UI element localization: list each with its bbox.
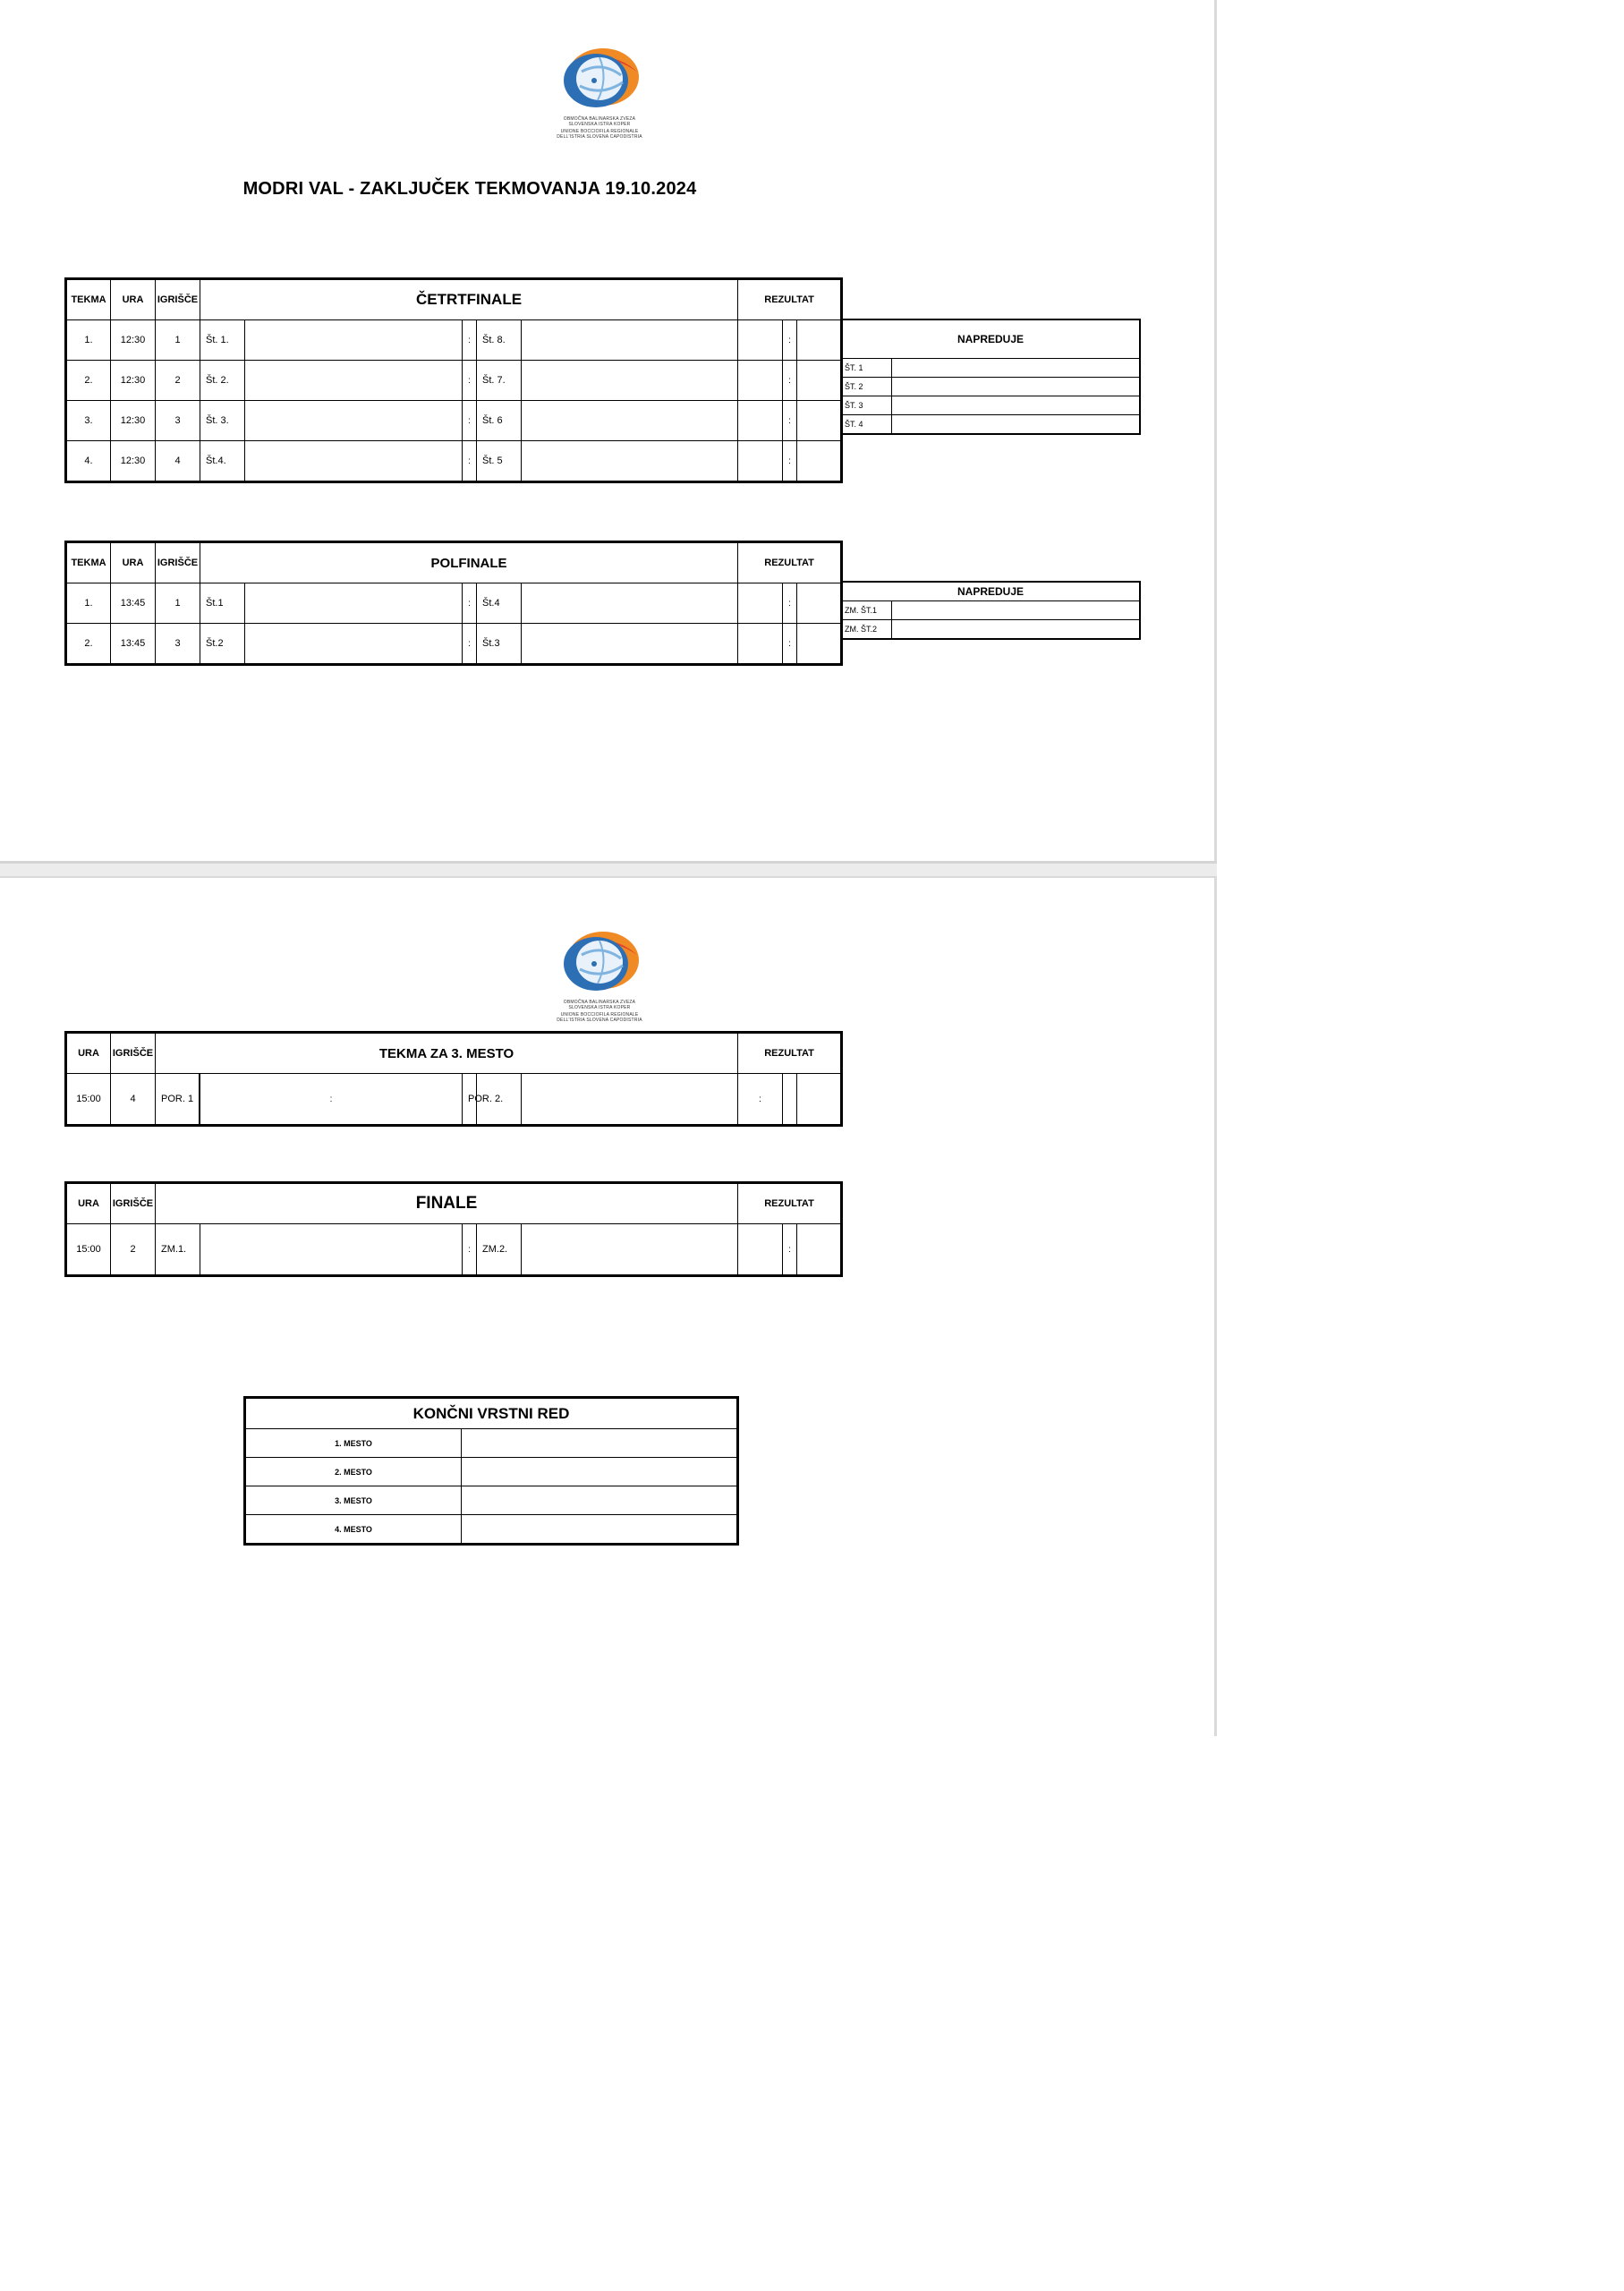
ranking-team[interactable]: [462, 1429, 738, 1458]
cell-away-seed: POR. 2.: [463, 1074, 477, 1126]
cell-separator: :: [200, 1074, 463, 1126]
cell-ura: 13:45: [111, 583, 156, 624]
cell-away-seed: Št. 7.: [477, 361, 522, 401]
cell-home-seed: ZM.1.: [156, 1224, 200, 1276]
table-row: [66, 624, 842, 665]
ranking-team[interactable]: [462, 1486, 738, 1515]
advance-label: ZM. ŠT.1: [841, 601, 891, 620]
table-row: [66, 1224, 842, 1276]
cell-score-separator: :: [783, 1224, 797, 1276]
advance-value[interactable]: [891, 601, 1140, 620]
table-header-row: [66, 279, 842, 320]
cell-score-separator: :: [738, 1074, 783, 1126]
cell-tekma: 3.: [66, 401, 111, 441]
logo-line: OBMOČNA BALINARSKA ZVEZA: [563, 1000, 636, 1005]
cell-score-away[interactable]: [783, 1074, 797, 1126]
header-tekma: TEKMA: [66, 279, 111, 320]
cell-score-separator: :: [783, 401, 797, 441]
cell-score-separator: :: [783, 624, 797, 665]
cell-tekma: 2.: [66, 361, 111, 401]
table-row: [66, 320, 842, 361]
advance-label: ŠT. 3: [841, 396, 891, 415]
ranking-place-label: 2. MESTO: [245, 1458, 462, 1486]
table-header-row: [66, 1033, 842, 1074]
advance-value[interactable]: [891, 396, 1140, 415]
cell-score-home[interactable]: [522, 1074, 738, 1126]
cell-igrisce: 2: [111, 1224, 156, 1276]
cell-score-away[interactable]: [797, 1224, 842, 1276]
cell-home-team[interactable]: [245, 320, 463, 361]
header-ura: URA: [111, 279, 156, 320]
quarterfinal-advance-table: [840, 319, 1141, 435]
cell-score-away[interactable]: [797, 320, 842, 361]
globe-swirl-logo-icon: [555, 928, 644, 998]
cell-away-team[interactable]: [522, 583, 738, 624]
cell-score-separator: :: [783, 441, 797, 482]
cell-away-seed: Št. 5: [477, 441, 522, 482]
logo-line: DELL'ISTRIA SLOVENA CAPODISTRIA: [557, 134, 642, 140]
cell-away-seed: Št.4: [477, 583, 522, 624]
table-row: [66, 583, 842, 624]
stage-title: POLFINALE: [200, 542, 738, 583]
cell-away-team[interactable]: [522, 1224, 738, 1276]
home-team-field[interactable]: [199, 1074, 200, 1124]
cell-tekma: 2.: [66, 624, 111, 665]
cell-score-home[interactable]: [738, 441, 783, 482]
cell-igrisce: 3: [156, 624, 200, 665]
cell-ura: 12:30: [111, 401, 156, 441]
cell-away-seed: Št.3: [477, 624, 522, 665]
stage-title: FINALE: [156, 1183, 738, 1224]
header-igrisce: IGRIŠČE: [156, 542, 200, 583]
advance-value[interactable]: [891, 359, 1140, 378]
cell-score-separator: :: [783, 583, 797, 624]
cell-score-away[interactable]: [797, 441, 842, 482]
ranking-team[interactable]: [462, 1515, 738, 1545]
header-ura: URA: [66, 1033, 111, 1074]
organization-logo: [555, 928, 644, 1028]
logo-line: SLOVENSKA ISTRA KOPER: [568, 122, 631, 127]
cell-home-seed: Št. 1.: [200, 320, 245, 361]
header-rezultat: REZULTAT: [738, 542, 842, 583]
advance-title: NAPREDUJE: [841, 582, 1140, 601]
cell-ura: 13:45: [111, 624, 156, 665]
cell-home-team[interactable]: [245, 624, 463, 665]
cell-separator: :: [463, 320, 477, 361]
cell-home-seed: Št. 3.: [200, 401, 245, 441]
stage-title: ČETRTFINALE: [200, 279, 738, 320]
semifinal-advance-table: [840, 581, 1141, 640]
cell-ura: 12:30: [111, 320, 156, 361]
ranking-team[interactable]: [462, 1458, 738, 1486]
cell-ura: 12:30: [111, 361, 156, 401]
ranking-place-label: 3. MESTO: [245, 1486, 462, 1515]
cell-score-away[interactable]: [797, 401, 842, 441]
quarterfinal-table: [64, 277, 843, 483]
cell-away-team[interactable]: [522, 624, 738, 665]
cell-score-home[interactable]: [738, 583, 783, 624]
header-ura: URA: [66, 1183, 111, 1224]
cell-separator: :: [463, 401, 477, 441]
header-rezultat: REZULTAT: [738, 279, 842, 320]
advance-value[interactable]: [891, 378, 1140, 396]
cell-away-team[interactable]: [522, 441, 738, 482]
cell-home-seed[interactable]: [156, 1074, 200, 1126]
logo-line: DELL'ISTRIA SLOVENA CAPODISTRIA: [557, 1018, 642, 1023]
cell-igrisce: 4: [111, 1074, 156, 1126]
globe-swirl-logo-icon: [555, 45, 644, 115]
final-table: [64, 1181, 843, 1277]
document-title: MODRI VAL - ZAKLJUČEK TEKMOVANJA 19.10.2024: [242, 179, 697, 199]
header-rezultat: REZULTAT: [738, 1033, 842, 1074]
header-igrisce: IGRIŠČE: [156, 279, 200, 320]
advance-value[interactable]: [891, 620, 1140, 640]
ranking-title: KONČNI VRSTNI RED: [245, 1398, 738, 1429]
cell-home-team[interactable]: [245, 583, 463, 624]
advance-label: ŠT. 1: [841, 359, 891, 378]
cell-score-home[interactable]: [738, 320, 783, 361]
cell-igrisce: 3: [156, 401, 200, 441]
table-row: [66, 1074, 842, 1126]
cell-separator: :: [463, 441, 477, 482]
advance-label: ŠT. 4: [841, 415, 891, 435]
logo-line: UNIONE BOCCIOFILA REGIONALE: [560, 1012, 639, 1018]
cell-home-team[interactable]: [245, 441, 463, 482]
logo-line: SLOVENSKA ISTRA KOPER: [568, 1005, 631, 1010]
cell-home-seed: Št.1: [200, 583, 245, 624]
cell-separator: :: [463, 583, 477, 624]
table-row: [66, 401, 842, 441]
page-separator: [0, 861, 1217, 878]
cell-away-team[interactable]: [522, 401, 738, 441]
cell-home-team[interactable]: [200, 1224, 463, 1276]
cell-igrisce: 1: [156, 583, 200, 624]
cell-score-away[interactable]: [797, 361, 842, 401]
cell-tekma: 1.: [66, 320, 111, 361]
document-page-1: [0, 0, 1214, 861]
cell-score-separator: :: [783, 320, 797, 361]
home-seed-label: POR. 1: [161, 1094, 194, 1104]
cell-score-separator: :: [783, 361, 797, 401]
semifinal-table: [64, 541, 843, 666]
cell-score-home[interactable]: [738, 624, 783, 665]
document-page-2: [0, 878, 1214, 1736]
cell-away-team[interactable]: [522, 320, 738, 361]
cell-home-team[interactable]: [245, 361, 463, 401]
cell-away-team[interactable]: [522, 361, 738, 401]
organization-logo: [555, 45, 644, 145]
cell-score-home[interactable]: [738, 361, 783, 401]
cell-igrisce: 1: [156, 320, 200, 361]
cell-separator: :: [463, 624, 477, 665]
header-tekma: TEKMA: [66, 542, 111, 583]
table-header-row: [66, 1183, 842, 1224]
cell-score-home[interactable]: [738, 401, 783, 441]
header-rezultat: REZULTAT: [738, 1183, 842, 1224]
cell-separator: :: [463, 361, 477, 401]
cell-score-home[interactable]: [738, 1224, 783, 1276]
stage-title: TEKMA ZA 3. MESTO: [156, 1033, 738, 1074]
advance-value[interactable]: [891, 415, 1140, 435]
advance-label: ŠT. 2: [841, 378, 891, 396]
table-row: [66, 361, 842, 401]
advance-label: ZM. ŠT.2: [841, 620, 891, 640]
table-header-row: [66, 542, 842, 583]
cell-home-seed: Št. 2.: [200, 361, 245, 401]
table-row: [66, 441, 842, 482]
logo-line: UNIONE BOCCIOFILA REGIONALE: [560, 129, 639, 134]
cell-igrisce: 4: [156, 441, 200, 482]
cell-away-seed: Št. 8.: [477, 320, 522, 361]
cell-tekma: 4.: [66, 441, 111, 482]
cell-home-team[interactable]: [245, 401, 463, 441]
cell-tekma: 1.: [66, 583, 111, 624]
cell-igrisce: 2: [156, 361, 200, 401]
ranking-place-label: 4. MESTO: [245, 1515, 462, 1545]
ranking-place-label: 1. MESTO: [245, 1429, 462, 1458]
cell-away-seed: ZM.2.: [477, 1224, 522, 1276]
header-igrisce: IGRIŠČE: [111, 1183, 156, 1224]
cell-separator: :: [463, 1224, 477, 1276]
advance-title: NAPREDUJE: [841, 319, 1140, 359]
final-ranking-table: [243, 1396, 739, 1546]
cell-home-seed: Št.4.: [200, 441, 245, 482]
third-place-table: [64, 1031, 843, 1127]
cell-ura: 12:30: [111, 441, 156, 482]
header-ura: URA: [111, 542, 156, 583]
cell-score-away[interactable]: [797, 583, 842, 624]
cell-ura: 15:00: [66, 1074, 111, 1126]
logo-line: OBMOČNA BALINARSKA ZVEZA: [563, 116, 636, 122]
cell-ura: 15:00: [66, 1224, 111, 1276]
cell-away-seed: Št. 6: [477, 401, 522, 441]
cell-score-away[interactable]: [797, 624, 842, 665]
header-igrisce: IGRIŠČE: [111, 1033, 156, 1074]
cell-home-seed: Št.2: [200, 624, 245, 665]
